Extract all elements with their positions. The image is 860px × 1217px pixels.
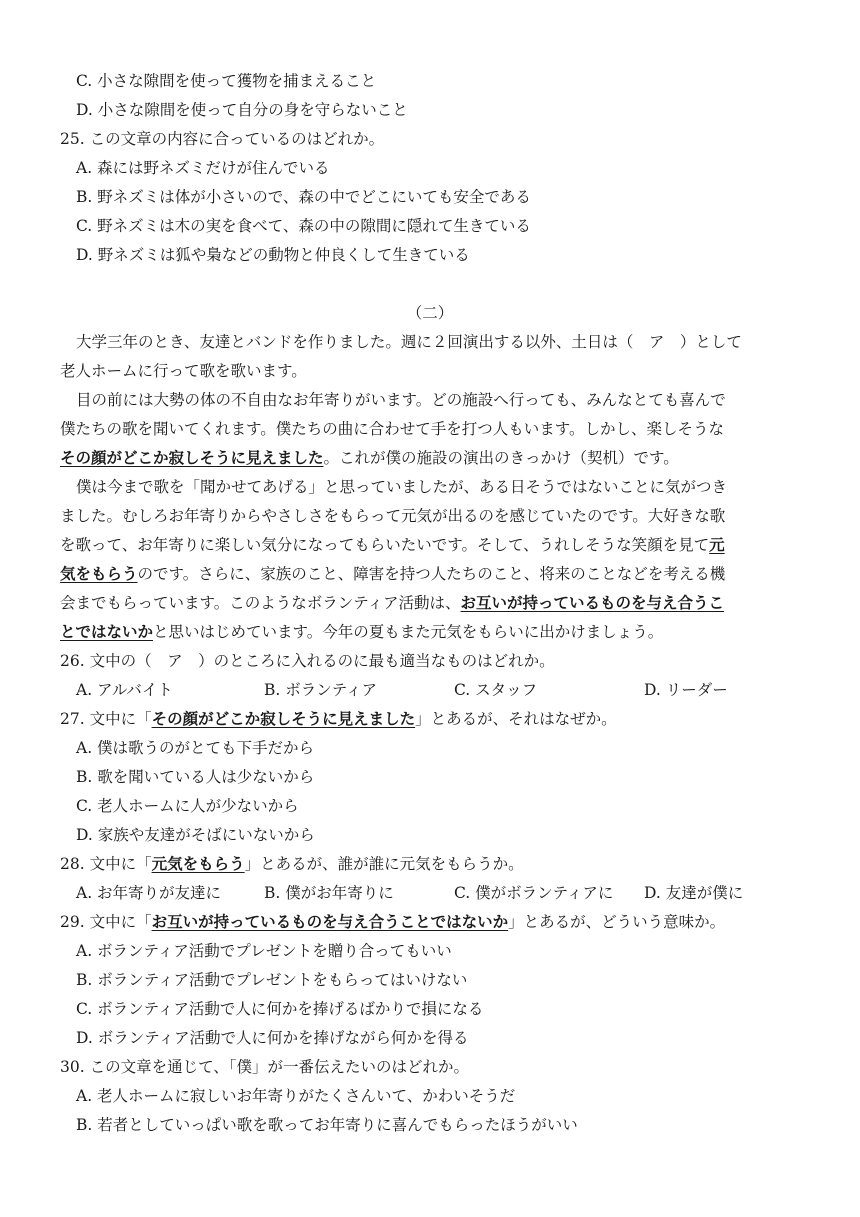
q27-option-c: C. 老人ホームに人が少ないから xyxy=(76,797,299,815)
underlined-phrase: その顔がどこか寂しそうに見えました xyxy=(151,709,416,728)
q29-option-b: B. ボランティア活動でプレゼントをもらってはいけない xyxy=(76,971,468,989)
question-29-stem xyxy=(60,912,725,932)
q29-option-d: D. ボランティア活動で人に何かを捧げながら何かを得る xyxy=(76,1029,469,1047)
q25-option-a: A. 森には野ネズミだけが住んでいる xyxy=(76,159,330,177)
section-title: （二） xyxy=(406,304,454,322)
passage-text: 。これが僕の施設の演出のきっかけ（契机）です。 xyxy=(323,449,679,467)
question-27-stem xyxy=(60,709,617,729)
q26-option-b: B. ボランティア xyxy=(264,681,378,699)
underlined-phrase: お互いが持っているものを与え合うこ xyxy=(460,593,725,612)
passage-line xyxy=(60,448,679,468)
passage-text: のです。さらに、家族のこと、障害を持つ人たちのこと、将来のことなどを考える機 xyxy=(137,565,726,583)
passage-line xyxy=(60,593,724,613)
stem-text: 」とあるが、どういう意味か。 xyxy=(508,913,726,931)
passage-line: ました。むしろお年寄りからやさしさをもらって元気が出るのを感じていたのです。大好きな歌 xyxy=(60,507,726,525)
q28-option-b: B. 僕がお年寄りに xyxy=(264,884,394,902)
q30-option-a: A. 老人ホームに寂しいお年寄りがたくさんいて、かわいそうだ xyxy=(76,1087,516,1105)
q26-option-c: C. スタッフ xyxy=(454,681,538,699)
q30-option-b: B. 若者としていっぱい歌を歌ってお年寄りに喜んでもらったほうがいい xyxy=(76,1116,578,1134)
passage-text: 会までもらっています。このようなボランティア活動は、 xyxy=(60,594,461,612)
q29-option-a: A. ボランティア活動でプレゼントを贈り合ってもいい xyxy=(76,942,452,960)
q27-option-b: B. 歌を聞いている人は少ないから xyxy=(76,768,315,786)
underlined-phrase: その顔がどこか寂しそうに見えました xyxy=(60,448,324,467)
stem-text: 28. 文中に「 xyxy=(60,855,152,873)
q25-option-b: B. 野ネズミは体が小さいので、森の中でどこにいても安全である xyxy=(76,188,531,206)
passage-line: 僕たちの歌を聞いてくれます。僕たちの曲に合わせて手を打つ人もいます。しかし、楽しそうな xyxy=(60,420,725,438)
stem-text: 」とあるが、それはなぜか。 xyxy=(415,710,617,728)
underlined-phrase: 気をもらう xyxy=(60,564,138,583)
underlined-phrase: 元気をもらう xyxy=(151,854,245,873)
passage-text: を歌って、お年寄りに楽しい気分になってもらいたいです。そして、うれしそうな笑顔を見て xyxy=(60,536,710,554)
passage-line xyxy=(60,564,725,584)
q28-option-a: A. お年寄りが友達に xyxy=(76,884,222,902)
stem-text: 」とあるが、誰が誰に元気をもらうか。 xyxy=(244,855,524,873)
passage-text: と思いはじめています。今年の夏もまた元気をもらいに出かけましょう。 xyxy=(153,623,664,641)
passage-line xyxy=(60,535,725,555)
question-30-stem: 30. この文章を通じて、「僕」が一番伝えたいのはどれか。 xyxy=(60,1058,470,1076)
stem-text: 29. 文中に「 xyxy=(60,913,152,931)
underlined-phrase: お互いが持っているものを与え合うことではないか xyxy=(151,912,509,931)
q27-option-a: A. 僕は歌うのがとても下手だから xyxy=(76,739,315,757)
q27-option-d: D. 家族や友達がそばにいないから xyxy=(76,826,315,844)
question-28-stem xyxy=(60,854,524,874)
question-25-stem: 25. この文章の内容に合っているのはどれか。 xyxy=(60,130,385,148)
passage-line: 老人ホームに行って歌を歌います。 xyxy=(60,362,307,380)
q28-option-d: D. 友達が僕に xyxy=(644,884,744,902)
underlined-phrase: 元 xyxy=(709,535,725,554)
q26-option-a: A. アルバイト xyxy=(76,681,173,699)
q29-option-c: C. ボランティア活動で人に何かを捧げるばかりで損になる xyxy=(76,1000,484,1018)
option-d-prev: D. 小さな隙間を使って自分の身を守らないこと xyxy=(76,101,408,119)
q28-option-c: C. 僕がボランティアに xyxy=(454,884,614,902)
q28-options-row xyxy=(76,883,776,903)
passage-line: 僕は今まで歌を「聞かせてあげる」と思っていましたが、ある日そうではないことに気がつき xyxy=(76,478,728,496)
passage-line: 目の前には大勢の体の不自由なお年寄りがいます。どの施設へ行っても、みんなとても喜んで xyxy=(76,391,726,409)
question-26-stem: 26. 文中の（ ア ）のところに入れるのに最も適当なものはどれか。 xyxy=(60,652,555,670)
passage-line xyxy=(60,622,663,642)
option-c-prev: C. 小さな隙間を使って獲物を捕まえること xyxy=(76,72,377,90)
q25-option-c: C. 野ネズミは木の実を食べて、森の中の隙間に隠れて生きている xyxy=(76,217,531,235)
stem-text: 27. 文中に「 xyxy=(60,710,152,728)
underlined-phrase: とではないか xyxy=(60,622,154,641)
q25-option-d: D. 野ネズミは狐や梟などの動物と仲良くして生きている xyxy=(76,246,470,264)
q26-options-row xyxy=(76,680,776,700)
q26-option-d: D. リーダー xyxy=(644,681,728,699)
passage-line: 大学三年のとき、友達とバンドを作りました。週に２回演出する以外、土日は（ ア ）として xyxy=(76,333,742,351)
